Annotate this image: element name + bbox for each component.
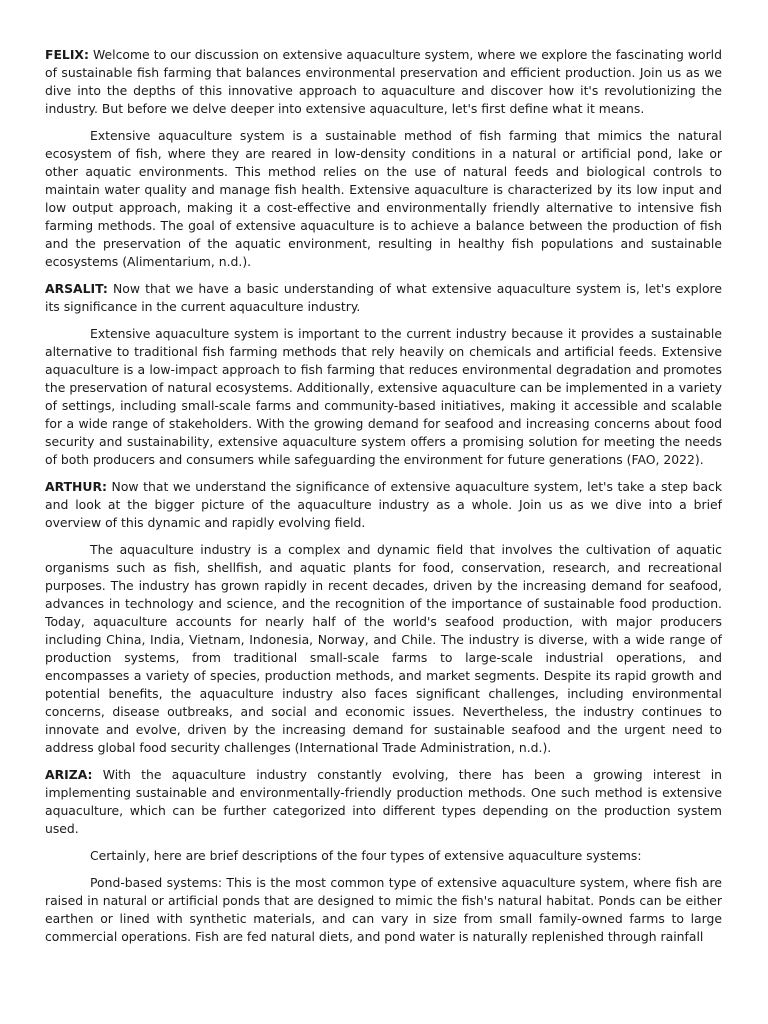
dialogue-ariza — [45, 766, 722, 838]
paragraph-text: With the aquaculture industry constantly evolving, there has been a growing interest in implementing sustainable and environmentally-friendly production methods. One such method is extensive aquaculture, which can be further categorized into different types depending on the production system used. — [45, 767, 722, 836]
paragraph-types-intro: Certainly, here are brief descriptions of the four types of extensive aquaculture systems: — [90, 848, 642, 863]
paragraph-text: Now that we understand the significance of extensive aquaculture system, let's take a step back and look at the bigger picture of the aquaculture industry as a whole. Join us as we dive into a brief overview of this dynamic and rapidly evolving field. — [45, 479, 722, 530]
speaker-name: ARTHUR: — [45, 479, 107, 494]
paragraph-significance: Extensive aquaculture system is important to the current industry because it provides a sustainable alternative to traditional fish farming methods that rely heavily on chemicals and artificial feeds. Extensive aquaculture is a low-impact approach to fish farming that reduces environmental degradation and promotes the preservation of natural ecosystems. Additionally, extensive aquaculture can be implemented in a variety of settings, including small-scale farms and community-based initiatives, making it accessible and scalable for a wide range of stakeholders. With the growing demand for seafood and increasing concerns about food security and sustainability, extensive aquaculture system offers a promising solution for meeting the needs of both producers and consumers while safeguarding the environment for future generations (FAO, 2022). — [45, 326, 722, 467]
dialogue-arthur — [45, 478, 722, 532]
paragraph-industry-overview: The aquaculture industry is a complex and dynamic field that involves the cultivation of aquatic organisms such as fish, shellfish, and aquatic plants for food, conservation, research, and recreational purposes. The industry has grown rapidly in recent decades, driven by the increasing demand for seafood, advances in technology and science, and the recognition of the importance of sustainable food production. Today, aquaculture accounts for nearly half of the world's seafood production, with major producers including China, India, Vietnam, Indonesia, Norway, and Chile. The industry is diverse, with a wide range of production systems, from traditional small-scale farms to large-scale industrial operations, and encompasses a variety of species, production methods, and market segments. Despite its rapid growth and potential benefits, the aquaculture industry also faces significant challenges, including environmental concerns, disease outbreaks, and social and economic issues. Nevertheless, the industry continues to innovate and evolve, driven by the increasing demand for sustainable seafood and the urgent need to address global food security challenges (International Trade Administration, n.d.). — [45, 542, 722, 755]
speaker-name: ARIZA: — [45, 767, 93, 782]
speaker-name: FELIX: — [45, 47, 89, 62]
paragraph-text: Now that we have a basic understanding of what extensive aquaculture system is, let's explore its significance in the current aquaculture industry. — [45, 281, 722, 314]
paragraph-pond-based: Pond-based systems: This is the most common type of extensive aquaculture system, where fish are raised in natural or artificial ponds that are designed to mimic the fish's natural habitat. Ponds can be either earthen or lined with synthetic materials, and can vary in size from small family-owned farms to large commercial operations. Fish are fed natural diets, and pond water is naturally replenished through rainfall — [45, 875, 722, 944]
dialogue-arsalit — [45, 280, 722, 316]
document-page — [45, 46, 722, 955]
speaker-name: ARSALIT: — [45, 281, 108, 296]
dialogue-felix — [45, 46, 722, 118]
paragraph-definition: Extensive aquaculture system is a sustainable method of fish farming that mimics the natural ecosystem of fish, where they are reared in low-density conditions in a natural or artificial pond, lake or other aquatic environments. This method relies on the use of natural feeds and biological controls to maintain water quality and manage fish health. Extensive aquaculture is characterized by its low input and low output approach, making it a cost-effective and environmentally friendly alternative to intensive fish farming methods. The goal of extensive aquaculture is to achieve a balance between the production of fish and the preservation of the aquatic environment, resulting in healthy fish populations and sustainable ecosystems (Alimentarium, n.d.). — [45, 128, 722, 269]
paragraph-text: Welcome to our discussion on extensive aquaculture system, where we explore the fascinating world of sustainable fish farming that balances environmental preservation and efficient production. Join us as we dive into the depths of this innovative approach to aquaculture and discover how it's revolutionizing the industry. But before we delve deeper into extensive aquaculture, let's first define what it means. — [45, 47, 722, 116]
